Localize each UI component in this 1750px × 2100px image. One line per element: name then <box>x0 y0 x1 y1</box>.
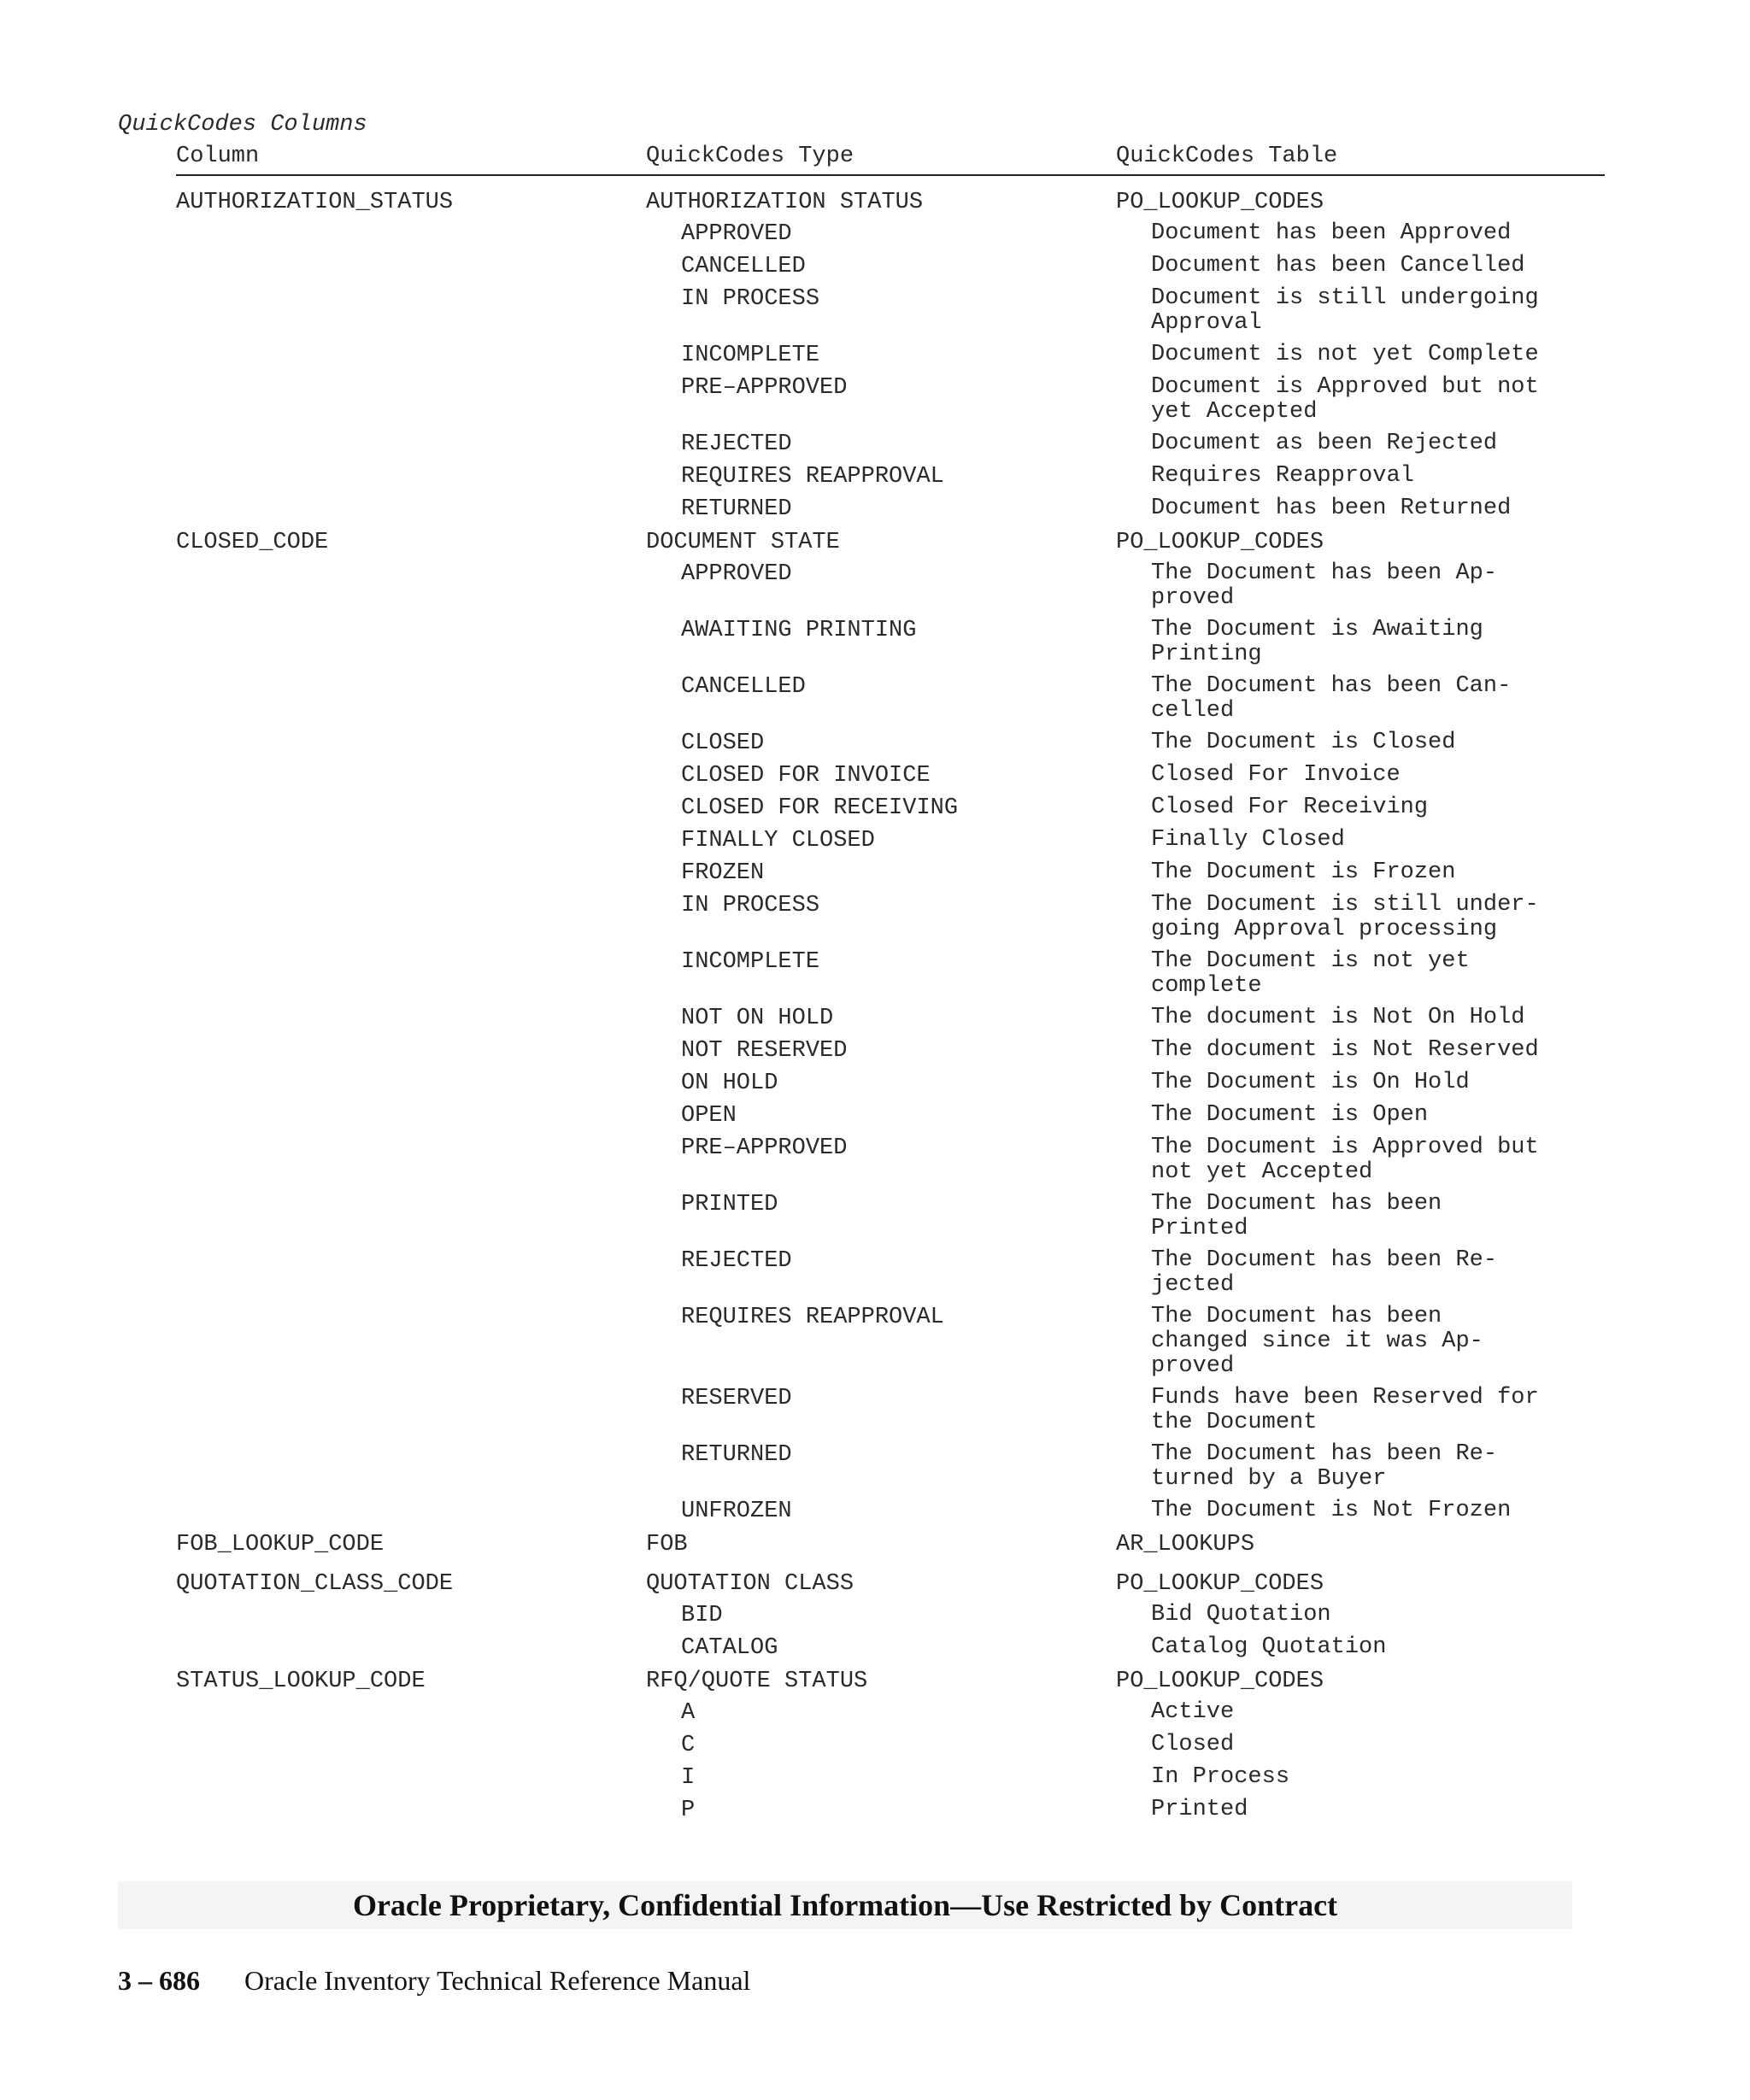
lookup-meaning: The Document is Frozen <box>1151 859 1456 885</box>
quickcodes-type: DOCUMENT STATE <box>646 530 840 555</box>
lookup-code: PRINTED <box>681 1192 778 1217</box>
quickcode-group <box>176 1532 1605 1563</box>
lookup-code: NOT RESERVED <box>681 1038 848 1064</box>
lookup-value-row <box>176 496 1605 522</box>
lookup-value-row <box>176 1603 1605 1628</box>
lookup-code: CLOSED <box>681 730 765 756</box>
lookup-value-row <box>176 795 1605 821</box>
column-name: AUTHORIZATION_STATUS <box>176 190 454 215</box>
lookup-code: RETURNED <box>681 1442 792 1468</box>
lookup-code: NOT ON HOLD <box>681 1006 834 1031</box>
lookup-value-row <box>176 860 1605 886</box>
lookup-meaning: The document is Not On Hold <box>1151 1005 1525 1030</box>
lookup-meaning: Document has been Cancelled <box>1151 253 1525 279</box>
lookup-meaning: The document is Not Reserved <box>1151 1037 1539 1063</box>
lookup-value-row <box>176 561 1605 611</box>
group-header-row <box>176 1532 1605 1563</box>
lookup-meaning: Closed For Invoice <box>1151 762 1401 788</box>
lookup-meaning: The Document has been Ap- proved <box>1151 560 1498 611</box>
lookup-code: INCOMPLETE <box>681 949 820 975</box>
lookup-value-row <box>176 1798 1605 1823</box>
table-header <box>176 144 1605 176</box>
lookup-value-row <box>176 1038 1605 1064</box>
lookup-meaning: The Document is Open <box>1151 1102 1429 1128</box>
lookup-meaning: The Document has been Re- jected <box>1151 1247 1498 1298</box>
lookup-meaning: Closed <box>1151 1732 1235 1757</box>
lookup-value-row <box>176 763 1605 789</box>
lookup-value-row <box>176 893 1605 942</box>
header-quickcodes-table: QuickCodes Table <box>1116 144 1338 169</box>
lookup-value-row <box>176 730 1605 756</box>
column-name: FOB_LOOKUP_CODE <box>176 1532 385 1557</box>
lookup-code: CATALOG <box>681 1635 778 1661</box>
group-header-row <box>176 1571 1605 1603</box>
lookup-code: APPROVED <box>681 221 792 247</box>
lookup-meaning: The Document is not yet complete <box>1151 948 1470 999</box>
lookup-meaning: Document as been Rejected <box>1151 431 1498 456</box>
lookup-code: REJECTED <box>681 431 792 457</box>
header-quickcodes-type: QuickCodes Type <box>646 144 854 169</box>
lookup-meaning: Closed For Receiving <box>1151 795 1429 820</box>
lookup-value-row <box>176 1765 1605 1791</box>
lookup-code: ON HOLD <box>681 1071 778 1096</box>
lookup-code: APPROVED <box>681 561 792 587</box>
quickcode-group <box>176 530 1605 1524</box>
lookup-meaning: In Process <box>1151 1764 1290 1790</box>
lookup-code: CANCELLED <box>681 674 806 700</box>
lookup-value-row <box>176 1442 1605 1492</box>
lookup-value-row <box>176 464 1605 490</box>
lookup-code: RETURNED <box>681 496 792 522</box>
lookup-value-row <box>176 1006 1605 1031</box>
lookup-value-row <box>176 1135 1605 1185</box>
lookup-value-row <box>176 431 1605 457</box>
lookup-value-row <box>176 375 1605 425</box>
lookup-value-row <box>176 1733 1605 1758</box>
lookup-value-row <box>176 1386 1605 1435</box>
lookup-code: REQUIRES REAPPROVAL <box>681 1305 944 1330</box>
lookup-meaning: The Document is Not Frozen <box>1151 1498 1512 1523</box>
lookup-meaning: The Document has been Can- celled <box>1151 673 1512 724</box>
confidential-banner: Oracle Proprietary, Confidential Information––Use Restricted by Contract <box>118 1881 1572 1929</box>
lookup-meaning: Finally Closed <box>1151 827 1345 853</box>
group-header-row <box>176 190 1605 221</box>
lookup-value-row <box>176 828 1605 853</box>
lookup-code: CLOSED FOR INVOICE <box>681 763 931 789</box>
lookup-value-row <box>176 286 1605 336</box>
lookup-meaning: The Document is On Hold <box>1151 1070 1470 1095</box>
lookup-code: CANCELLED <box>681 254 806 279</box>
manual-title: Oracle Inventory Technical Reference Manual <box>244 1965 751 1996</box>
quickcode-group <box>176 1669 1605 1823</box>
group-header-row <box>176 1669 1605 1700</box>
column-name: STATUS_LOOKUP_CODE <box>176 1669 426 1694</box>
lookup-value-row <box>176 1103 1605 1129</box>
lookup-code: REJECTED <box>681 1248 792 1274</box>
lookup-code: FINALLY CLOSED <box>681 828 875 853</box>
lookup-meaning: The Document has been Re- turned by a Buyer <box>1151 1441 1498 1492</box>
quickcodes-type: AUTHORIZATION STATUS <box>646 190 924 215</box>
lookup-meaning: The Document is Awaiting Printing <box>1151 617 1483 667</box>
lookup-code: FROZEN <box>681 860 765 886</box>
quickcodes-table-body <box>176 190 1605 1831</box>
quickcode-group <box>176 1571 1605 1661</box>
lookup-code: AWAITING PRINTING <box>681 618 917 643</box>
lookup-code: UNFROZEN <box>681 1499 792 1524</box>
lookup-value-row <box>176 1499 1605 1524</box>
lookup-code: PRE–APPROVED <box>681 375 848 401</box>
lookup-value-row <box>176 1071 1605 1096</box>
lookup-meaning: Document is Approved but not yet Accepted <box>1151 374 1539 425</box>
lookup-code: PRE–APPROVED <box>681 1135 848 1161</box>
lookup-value-row <box>176 1700 1605 1726</box>
lookup-code: INCOMPLETE <box>681 343 820 368</box>
lookup-value-row <box>176 1192 1605 1241</box>
lookup-value-row <box>176 1305 1605 1379</box>
column-name: CLOSED_CODE <box>176 530 329 555</box>
lookup-code: OPEN <box>681 1103 737 1129</box>
page-number: 3 – 686 <box>118 1965 200 1996</box>
lookup-meaning: Active <box>1151 1699 1235 1725</box>
section-title: QuickCodes Columns <box>118 112 367 138</box>
lookup-value-row <box>176 221 1605 247</box>
quickcodes-table: PO_LOOKUP_CODES <box>1116 530 1324 555</box>
column-name: QUOTATION_CLASS_CODE <box>176 1571 454 1597</box>
lookup-code: I <box>681 1765 696 1791</box>
quickcodes-type: RFQ/QUOTE STATUS <box>646 1669 868 1694</box>
lookup-code: P <box>681 1798 696 1823</box>
lookup-meaning: Catalog Quotation <box>1151 1634 1387 1660</box>
lookup-code: RESERVED <box>681 1386 792 1411</box>
quickcodes-table: PO_LOOKUP_CODES <box>1116 1571 1324 1597</box>
lookup-value-row <box>176 1248 1605 1298</box>
quickcodes-table: AR_LOOKUPS <box>1116 1532 1255 1557</box>
lookup-value-row <box>176 1635 1605 1661</box>
lookup-meaning: Printed <box>1151 1797 1248 1822</box>
lookup-value-row <box>176 674 1605 724</box>
lookup-meaning: The Document is Closed <box>1151 730 1456 755</box>
lookup-code: REQUIRES REAPPROVAL <box>681 464 944 490</box>
lookup-value-row <box>176 343 1605 368</box>
lookup-code: BID <box>681 1603 723 1628</box>
lookup-meaning: Document is still undergoing Approval <box>1151 285 1539 336</box>
lookup-meaning: Document has been Approved <box>1151 220 1512 246</box>
quickcodes-table: PO_LOOKUP_CODES <box>1116 1669 1324 1694</box>
lookup-meaning: Bid Quotation <box>1151 1602 1331 1628</box>
lookup-value-row <box>176 949 1605 999</box>
lookup-meaning: Requires Reapproval <box>1151 463 1414 489</box>
quickcodes-table: PO_LOOKUP_CODES <box>1116 190 1324 215</box>
lookup-meaning: The Document has been Printed <box>1151 1191 1442 1241</box>
lookup-value-row <box>176 254 1605 279</box>
lookup-value-row <box>176 618 1605 667</box>
page-footer <box>118 1965 750 1997</box>
quickcodes-type: FOB <box>646 1532 688 1557</box>
lookup-meaning: Funds have been Reserved for the Document <box>1151 1385 1539 1435</box>
quickcode-group <box>176 190 1605 522</box>
lookup-meaning: The Document has been changed since it was Ap- proved <box>1151 1304 1483 1379</box>
group-header-row <box>176 530 1605 561</box>
quickcodes-type: QUOTATION CLASS <box>646 1571 854 1597</box>
lookup-code: IN PROCESS <box>681 286 820 312</box>
lookup-meaning: The Document is Approved but not yet Accepted <box>1151 1135 1539 1185</box>
lookup-code: C <box>681 1733 696 1758</box>
header-column: Column <box>176 144 260 169</box>
lookup-meaning: Document has been Returned <box>1151 496 1512 521</box>
lookup-meaning: The Document is still under- going Approval processing <box>1151 892 1539 942</box>
lookup-code: IN PROCESS <box>681 893 820 918</box>
lookup-meaning: Document is not yet Complete <box>1151 342 1539 367</box>
lookup-code: CLOSED FOR RECEIVING <box>681 795 959 821</box>
lookup-code: A <box>681 1700 696 1726</box>
